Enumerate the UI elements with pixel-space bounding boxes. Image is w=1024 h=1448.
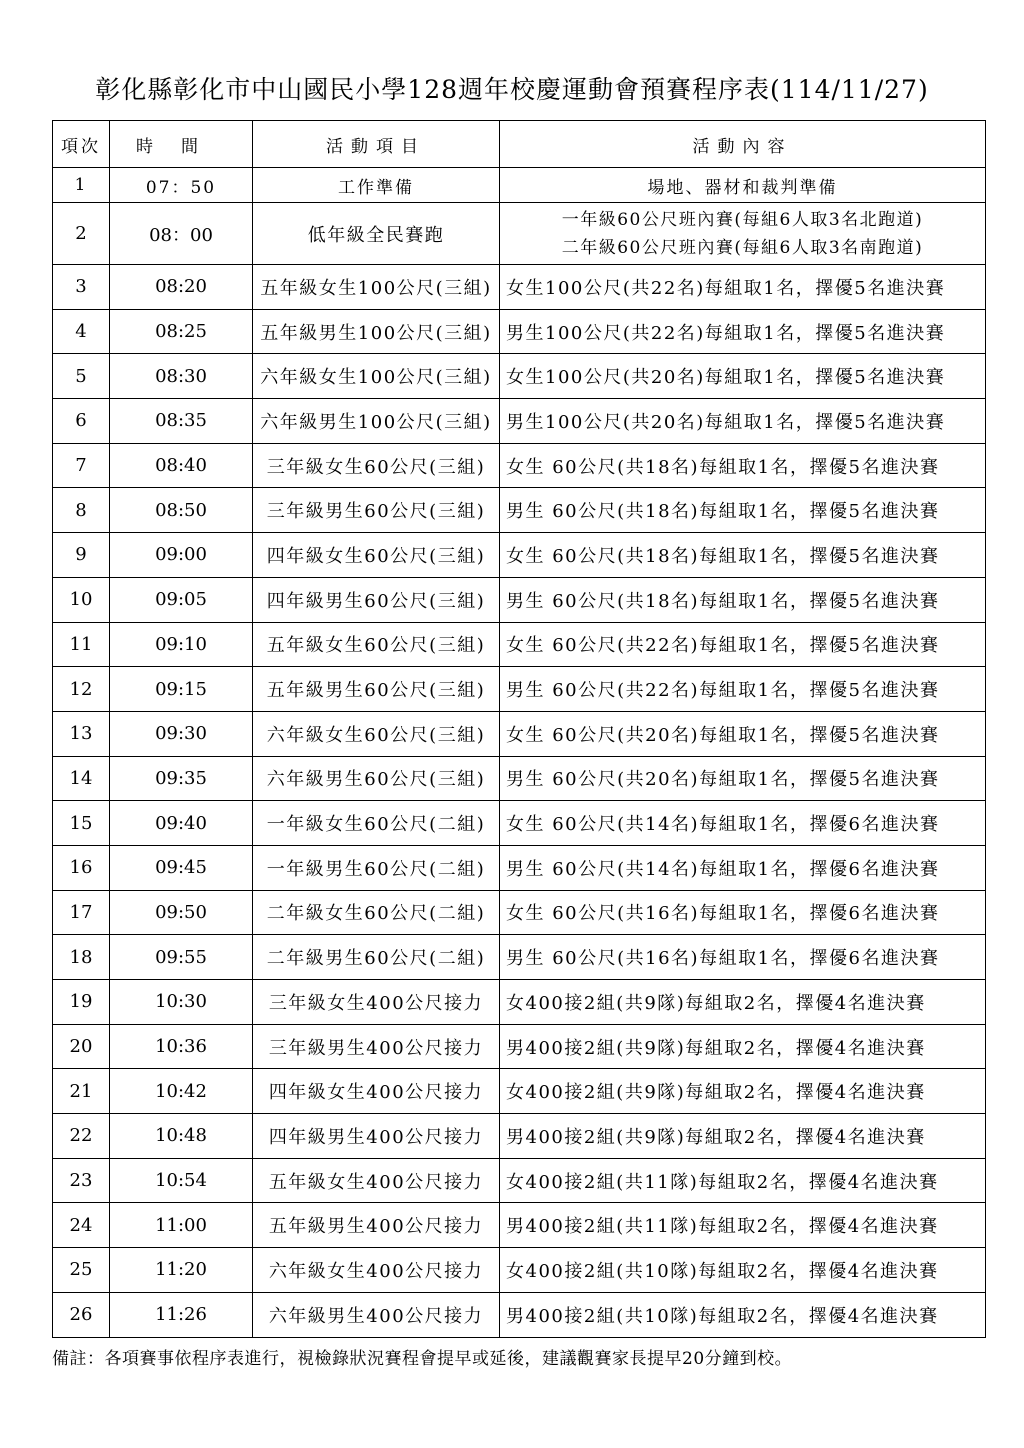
table-row — [53, 1158, 986, 1203]
row-number: 26 — [53, 1292, 110, 1337]
row-event: 四年級女生60公尺(三組) — [253, 533, 500, 578]
row-content-line: 男400接2組(共9隊)每組取2名，擇優4名進決賽 — [506, 1126, 926, 1148]
row-number: 24 — [53, 1203, 110, 1248]
table-row — [53, 265, 986, 310]
table-row — [53, 354, 986, 399]
row-number: 17 — [53, 890, 110, 935]
table-row — [53, 890, 986, 935]
row-content — [500, 265, 986, 310]
row-event: 六年級女生400公尺接力 — [253, 1248, 500, 1293]
row-number: 6 — [53, 399, 110, 444]
row-number: 21 — [53, 1069, 110, 1114]
row-time: 10:42 — [110, 1069, 253, 1114]
row-content — [500, 622, 986, 667]
row-time: 08:50 — [110, 488, 253, 533]
row-time: 09:55 — [110, 935, 253, 980]
row-number: 1 — [53, 168, 110, 203]
table-row — [53, 203, 986, 265]
row-number: 12 — [53, 667, 110, 712]
row-content-line: 女生100公尺(共22名)每組取1名，擇優5名進決賽 — [506, 277, 946, 299]
row-time: 10:48 — [110, 1114, 253, 1159]
row-content-line: 二年級60公尺班內賽(每組6人取3名南跑道) — [561, 237, 924, 258]
row-number: 15 — [53, 801, 110, 846]
row-content — [500, 890, 986, 935]
row-content-line: 女生 60公尺(共18名)每組取1名，擇優5名進決賽 — [506, 456, 940, 478]
row-content — [500, 1069, 986, 1114]
row-event: 四年級男生60公尺(三組) — [253, 577, 500, 622]
row-content — [500, 443, 986, 488]
row-event: 六年級女生100公尺(三組) — [253, 354, 500, 399]
table-row — [53, 622, 986, 667]
row-time: 09:10 — [110, 622, 253, 667]
row-event: 工作準備 — [253, 168, 500, 203]
row-time: 09:30 — [110, 711, 253, 756]
table-row — [53, 443, 986, 488]
row-content — [500, 1158, 986, 1203]
row-content — [500, 1292, 986, 1337]
row-number: 23 — [53, 1158, 110, 1203]
table-row — [53, 309, 986, 354]
row-content-line: 男生 60公尺(共20名)每組取1名，擇優5名進決賽 — [506, 769, 940, 791]
row-number: 2 — [53, 203, 110, 265]
row-content-line: 女400接2組(共10隊)每組取2名，擇優4名進決賽 — [506, 1260, 939, 1282]
row-content — [500, 488, 986, 533]
row-event: 四年級男生400公尺接力 — [253, 1114, 500, 1159]
row-content — [500, 577, 986, 622]
row-time: 11:00 — [110, 1203, 253, 1248]
row-content-line: 女生100公尺(共20名)每組取1名，擇優5名進決賽 — [506, 367, 946, 389]
row-time: 07：50 — [110, 168, 253, 203]
table-row — [53, 1248, 986, 1293]
row-number: 4 — [53, 309, 110, 354]
row-content — [500, 203, 986, 265]
row-time: 11:20 — [110, 1248, 253, 1293]
row-content — [500, 1024, 986, 1069]
table-row — [53, 801, 986, 846]
table-row — [53, 1292, 986, 1337]
row-number: 13 — [53, 711, 110, 756]
row-event: 五年級男生60公尺(三組) — [253, 667, 500, 712]
table-row — [53, 980, 986, 1025]
row-event: 六年級男生400公尺接力 — [253, 1292, 500, 1337]
remark-note: 備註：各項賽事依程序表進行，視檢錄狀況賽程會提早或延後，建議觀賽家長提早20分鐘到校。 — [52, 1349, 793, 1369]
row-number: 18 — [53, 935, 110, 980]
row-number: 25 — [53, 1248, 110, 1293]
row-content-line: 男生 60公尺(共16名)每組取1名，擇優6名進決賽 — [506, 948, 940, 970]
row-event: 五年級女生400公尺接力 — [253, 1158, 500, 1203]
row-time: 08:20 — [110, 265, 253, 310]
table-row — [53, 399, 986, 444]
row-content-line: 男400接2組(共9隊)每組取2名，擇優4名進決賽 — [506, 1037, 926, 1059]
row-time: 09:05 — [110, 577, 253, 622]
row-time: 09:45 — [110, 845, 253, 890]
row-number: 22 — [53, 1114, 110, 1159]
row-event: 五年級女生100公尺(三組) — [253, 265, 500, 310]
row-event: 三年級女生400公尺接力 — [253, 980, 500, 1025]
row-time: 10:54 — [110, 1158, 253, 1203]
row-content — [500, 935, 986, 980]
row-content-line: 女生 60公尺(共16名)每組取1名，擇優6名進決賽 — [506, 903, 940, 925]
row-content — [500, 845, 986, 890]
row-time: 09:15 — [110, 667, 253, 712]
row-number: 5 — [53, 354, 110, 399]
table-row — [53, 577, 986, 622]
row-number: 7 — [53, 443, 110, 488]
row-time: 08:40 — [110, 443, 253, 488]
row-number: 3 — [53, 265, 110, 310]
row-event: 五年級男生400公尺接力 — [253, 1203, 500, 1248]
row-time: 11:26 — [110, 1292, 253, 1337]
row-content — [500, 533, 986, 578]
row-content — [500, 309, 986, 354]
row-content-line: 女400接2組(共11隊)每組取2名，擇優4名進決賽 — [506, 1171, 939, 1193]
row-content-line: 男生 60公尺(共14名)每組取1名，擇優6名進決賽 — [506, 858, 940, 880]
row-number: 19 — [53, 980, 110, 1025]
row-content — [500, 980, 986, 1025]
row-content-line: 女生 60公尺(共22名)每組取1名，擇優5名進決賽 — [506, 635, 940, 657]
table-row — [53, 1203, 986, 1248]
header-no: 項次 — [53, 121, 110, 168]
table-row — [53, 756, 986, 801]
row-content-line: 男生 60公尺(共18名)每組取1名，擇優5名進決賽 — [506, 501, 940, 523]
row-content — [500, 1203, 986, 1248]
row-number: 16 — [53, 845, 110, 890]
row-event: 六年級男生60公尺(三組) — [253, 756, 500, 801]
row-number: 8 — [53, 488, 110, 533]
row-content-line: 男400接2組(共10隊)每組取2名，擇優4名進決賽 — [506, 1305, 939, 1327]
row-content-line: 一年級60公尺班內賽(每組6人取3名北跑道) — [561, 209, 924, 230]
row-content-line: 男400接2組(共11隊)每組取2名，擇優4名進決賽 — [506, 1216, 939, 1238]
row-time: 08:30 — [110, 354, 253, 399]
row-event: 低年級全民賽跑 — [253, 203, 500, 265]
table-row — [53, 533, 986, 578]
row-event: 三年級女生60公尺(三組) — [253, 443, 500, 488]
row-event: 六年級男生100公尺(三組) — [253, 399, 500, 444]
row-content — [500, 399, 986, 444]
header-time: 時間 — [110, 121, 253, 168]
row-content-line: 男生100公尺(共20名)每組取1名，擇優5名進決賽 — [506, 411, 946, 433]
row-time: 09:40 — [110, 801, 253, 846]
table-row — [53, 1114, 986, 1159]
row-event: 一年級男生60公尺(二組) — [253, 845, 500, 890]
table-row — [53, 845, 986, 890]
row-time: 08:35 — [110, 399, 253, 444]
header-content: 活動內容 — [500, 121, 986, 168]
table-row — [53, 711, 986, 756]
row-number: 10 — [53, 577, 110, 622]
row-content-line: 男生100公尺(共22名)每組取1名，擇優5名進決賽 — [506, 322, 946, 344]
row-number: 14 — [53, 756, 110, 801]
row-content — [500, 801, 986, 846]
row-event: 五年級女生60公尺(三組) — [253, 622, 500, 667]
table-header-row — [53, 121, 986, 168]
page-title: 彰化縣彰化市中山國民小學128週年校慶運動會預賽程序表(114/11/27) — [95, 75, 929, 104]
row-content — [500, 711, 986, 756]
schedule-table — [52, 120, 986, 1338]
row-content-line: 女400接2組(共9隊)每組取2名，擇優4名進決賽 — [506, 1082, 926, 1104]
header-event: 活動項目 — [253, 121, 500, 168]
row-event: 五年級男生100公尺(三組) — [253, 309, 500, 354]
row-time: 09:50 — [110, 890, 253, 935]
row-content-line: 女生 60公尺(共14名)每組取1名，擇優6名進決賽 — [506, 814, 940, 836]
row-time: 09:35 — [110, 756, 253, 801]
row-time: 10:30 — [110, 980, 253, 1025]
table-row — [53, 1069, 986, 1114]
table-row — [53, 168, 986, 203]
schedule-body — [53, 168, 986, 1338]
row-event: 四年級女生400公尺接力 — [253, 1069, 500, 1114]
row-content — [500, 354, 986, 399]
table-row — [53, 488, 986, 533]
row-number: 20 — [53, 1024, 110, 1069]
row-content-line: 女400接2組(共9隊)每組取2名，擇優4名進決賽 — [506, 992, 926, 1014]
row-content-line: 女生 60公尺(共20名)每組取1名，擇優5名進決賽 — [506, 724, 940, 746]
row-content-line: 男生 60公尺(共18名)每組取1名，擇優5名進決賽 — [506, 590, 940, 612]
row-content — [500, 1248, 986, 1293]
row-number: 11 — [53, 622, 110, 667]
row-event: 三年級男生60公尺(三組) — [253, 488, 500, 533]
row-content-line: 場地、器材和裁判準備 — [647, 177, 838, 198]
row-event: 一年級女生60公尺(二組) — [253, 801, 500, 846]
row-content — [500, 667, 986, 712]
row-event: 六年級女生60公尺(三組) — [253, 711, 500, 756]
row-content-line: 男生 60公尺(共22名)每組取1名，擇優5名進決賽 — [506, 680, 940, 702]
table-row — [53, 1024, 986, 1069]
row-event: 二年級女生60公尺(二組) — [253, 890, 500, 935]
table-row — [53, 667, 986, 712]
row-time: 08：00 — [110, 203, 253, 265]
row-content — [500, 1114, 986, 1159]
row-event: 三年級男生400公尺接力 — [253, 1024, 500, 1069]
row-time: 10:36 — [110, 1024, 253, 1069]
table-row — [53, 935, 986, 980]
row-content — [500, 756, 986, 801]
row-content — [500, 168, 986, 203]
row-number: 9 — [53, 533, 110, 578]
row-content-line: 女生 60公尺(共18名)每組取1名，擇優5名進決賽 — [506, 545, 940, 567]
row-event: 二年級男生60公尺(二組) — [253, 935, 500, 980]
row-time: 08:25 — [110, 309, 253, 354]
row-time: 09:00 — [110, 533, 253, 578]
